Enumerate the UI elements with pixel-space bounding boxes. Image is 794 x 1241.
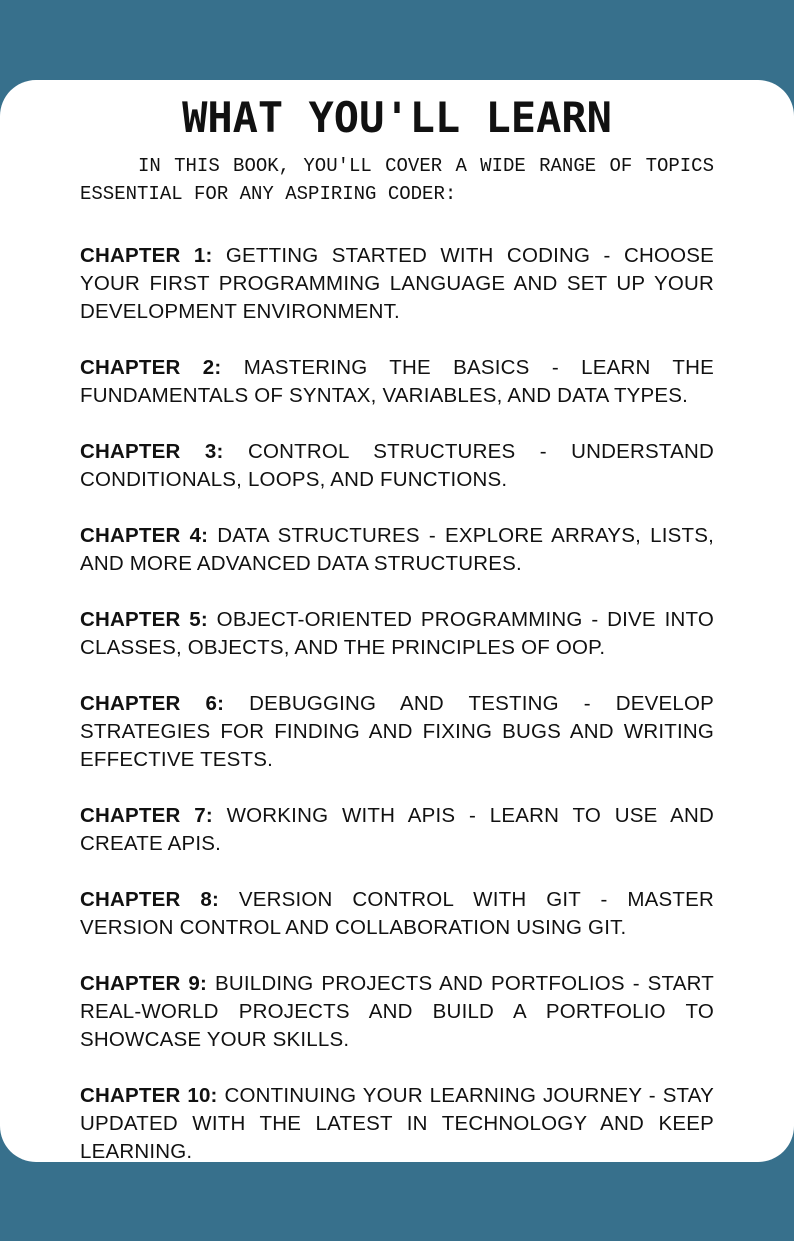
chapter-item [80, 1082, 714, 1166]
chapter-item [80, 438, 714, 494]
chapter-item [80, 802, 714, 858]
chapter-description: CONTINUING YOUR LEARNING JOURNEY - STAY UPDATED WITH THE LATEST IN TECHNOLOGY AND KEEP LEARNING. [80, 1084, 714, 1163]
chapter-item [80, 606, 714, 662]
chapter-description: VERSION CONTROL WITH GIT - MASTER VERSION CONTROL AND COLLABORATION USING GIT. [80, 888, 714, 939]
chapter-label: CHAPTER 2: [80, 356, 222, 379]
chapter-description: DATA STRUCTURES - EXPLORE ARRAYS, LISTS, AND MORE ADVANCED DATA STRUCTURES. [80, 524, 714, 575]
chapter-item [80, 690, 714, 774]
chapter-item [80, 522, 714, 578]
chapter-item [80, 970, 714, 1054]
chapter-label: CHAPTER 3: [80, 440, 224, 463]
chapter-label: CHAPTER 1: [80, 244, 213, 267]
chapter-label: CHAPTER 4: [80, 524, 209, 547]
chapter-item [80, 354, 714, 410]
chapter-item [80, 242, 714, 326]
chapter-label: CHAPTER 7: [80, 804, 213, 827]
page-title: WHAT YOU'LL LEARN [182, 93, 612, 142]
chapter-description: OBJECT-ORIENTED PROGRAMMING - DIVE INTO CLASSES, OBJECTS, AND THE PRINCIPLES OF OOP. [80, 608, 714, 659]
content-card [0, 80, 794, 1162]
chapter-label: CHAPTER 6: [80, 692, 225, 715]
chapter-description: GETTING STARTED WITH CODING - CHOOSE YOUR FIRST PROGRAMMING LANGUAGE AND SET UP YOUR DEVELOPMENT ENVIRONMENT. [80, 244, 714, 323]
chapter-description: DEBUGGING AND TESTING - DEVELOP STRATEGIES FOR FINDING AND FIXING BUGS AND WRITING EFFECTIVE TESTS. [80, 692, 714, 771]
chapter-description: CONTROL STRUCTURES - UNDERSTAND CONDITIONALS, LOOPS, AND FUNCTIONS. [80, 440, 715, 491]
intro-paragraph: IN THIS BOOK, YOU'LL COVER A WIDE RANGE OF TOPICS ESSENTIAL FOR ANY ASPIRING CODER: [80, 155, 714, 205]
chapter-item [80, 886, 714, 942]
chapter-label: CHAPTER 8: [80, 888, 219, 911]
chapter-list [80, 242, 714, 1166]
chapter-label: CHAPTER 5: [80, 608, 208, 631]
chapter-description: BUILDING PROJECTS AND PORTFOLIOS - START REAL-WORLD PROJECTS AND BUILD A PORTFOLIO TO SHOWCASE YOUR SKILLS. [80, 972, 714, 1051]
chapter-description: MASTERING THE BASICS - LEARN THE FUNDAMENTALS OF SYNTAX, VARIABLES, AND DATA TYPES. [80, 356, 714, 407]
chapter-label: CHAPTER 9: [80, 972, 208, 995]
chapter-label: CHAPTER 10: [80, 1084, 218, 1107]
chapter-description: WORKING WITH APIS - LEARN TO USE AND CREATE APIS. [80, 804, 714, 855]
